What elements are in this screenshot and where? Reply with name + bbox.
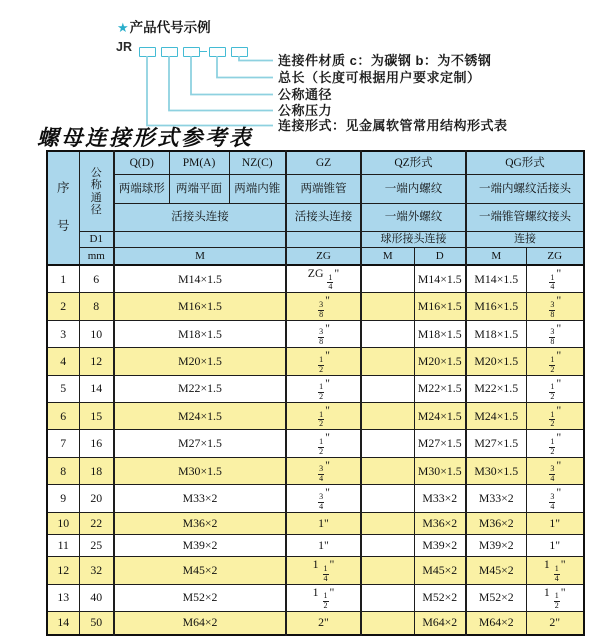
- cell-gz: 1": [286, 535, 361, 557]
- cell-gz: 2": [286, 612, 361, 635]
- header-dn-char: 公: [90, 166, 102, 179]
- header-empty-gz: [286, 232, 361, 248]
- cell-no: 10: [47, 512, 79, 534]
- cell-qg-zg: $\frac{1}{2}$ ": [526, 375, 584, 402]
- cell-qz-d: M14×1.5: [414, 265, 466, 293]
- table-row: [47, 265, 584, 293]
- cell-dn: 16: [79, 430, 114, 457]
- cell-dn: 8: [79, 293, 114, 320]
- cell-dn: 10: [79, 320, 114, 347]
- cell-m: M36×2: [114, 512, 286, 534]
- cell-qz-d: M30×1.5: [414, 457, 466, 484]
- code-label-material: 连接件材质 c：为碳钢 b：为不锈钢: [278, 53, 492, 68]
- cell-qg-m: M18×1.5: [466, 320, 526, 347]
- cell-qg-m: M24×1.5: [466, 403, 526, 430]
- cell-gz: $\frac{3}{8}$ ": [286, 320, 361, 347]
- header-col-q: Q(D): [114, 151, 169, 175]
- header-gz-connection: 活接头连接: [286, 204, 361, 232]
- cell-qz-d: M36×2: [414, 512, 466, 534]
- cell-qg-zg: 2": [526, 612, 584, 635]
- table-row: [47, 557, 584, 584]
- code-label-nominal-pressure: 公称压力: [278, 103, 333, 118]
- header-desc-nz: 两端内锥: [229, 175, 286, 204]
- table-row: [47, 535, 584, 557]
- header-col-pm: PM(A): [169, 151, 229, 175]
- cell-qg-m: M30×1.5: [466, 457, 526, 484]
- header-dn: [79, 151, 114, 232]
- fraction: $\frac{1}{2}$: [550, 354, 555, 374]
- header-m-union: M: [114, 248, 286, 266]
- table-row: [47, 612, 584, 635]
- header-col-qg: QG形式: [466, 151, 584, 175]
- header-dn-char: 通: [90, 191, 102, 204]
- cell-gz: $\frac{3}{8}$ ": [286, 293, 361, 320]
- fraction: $\frac{1}{2}$: [319, 409, 324, 429]
- cell-qz-d: M45×2: [414, 557, 466, 584]
- cell-qz-d: M27×1.5: [414, 430, 466, 457]
- cell-no: 7: [47, 430, 79, 457]
- cell-qg-m: M33×2: [466, 485, 526, 512]
- cell-dn: 12: [79, 348, 114, 375]
- fraction: $\frac{1}{4}$: [554, 563, 559, 583]
- fraction: $\frac{3}{8}$: [319, 299, 324, 319]
- cell-gz: $\frac{3}{4}$ ": [286, 457, 361, 484]
- table-row: [47, 375, 584, 402]
- cell-gz: $\frac{1}{2}$ ": [286, 348, 361, 375]
- cell-qg-zg: $\frac{1}{2}$ ": [526, 403, 584, 430]
- star-icon: ★: [117, 20, 129, 35]
- cell-gz: ZG $\frac{1}{4}$ ": [286, 265, 361, 293]
- cell-dn: 20: [79, 485, 114, 512]
- cell-qg-m: M52×2: [466, 584, 526, 611]
- cell-qz-d: M16×1.5: [414, 293, 466, 320]
- cell-qg-zg: $\frac{3}{8}$ ": [526, 320, 584, 347]
- cell-m: M27×1.5: [114, 430, 286, 457]
- cell-qg-zg: $\frac{3}{4}$ ": [526, 457, 584, 484]
- cell-qg-zg: 1 $\frac{1}{2}$ ": [526, 584, 584, 611]
- header-qz-connection: 球形接头连接: [361, 232, 466, 248]
- cell-qg-m: M27×1.5: [466, 430, 526, 457]
- cell-qg-zg: 1": [526, 535, 584, 557]
- cell-m: M24×1.5: [114, 403, 286, 430]
- cell-no: 9: [47, 485, 79, 512]
- cell-qz-d: M64×2: [414, 612, 466, 635]
- cell-qg-m: M22×1.5: [466, 375, 526, 402]
- table-row: [47, 403, 584, 430]
- cell-no: 14: [47, 612, 79, 635]
- cell-qg-m: M39×2: [466, 535, 526, 557]
- cell-no: 1: [47, 265, 79, 293]
- cell-qz-m: [361, 512, 414, 534]
- cell-gz: 1 $\frac{1}{4}$ ": [286, 557, 361, 584]
- header-desc-qg: 一端内螺纹活接头: [466, 175, 584, 204]
- cell-qg-zg: $\frac{3}{4}$ ": [526, 485, 584, 512]
- cell-dn: 6: [79, 265, 114, 293]
- cell-dn: 14: [79, 375, 114, 402]
- header-zg-gz: ZG: [286, 248, 361, 266]
- cell-qg-m: M20×1.5: [466, 348, 526, 375]
- cell-qz-d: M22×1.5: [414, 375, 466, 402]
- table-row: [47, 430, 584, 457]
- header-union-connection: 活接头连接: [114, 204, 286, 232]
- header-desc-qg2: 一端锥管螺纹接头: [466, 204, 584, 232]
- cell-qz-m: [361, 293, 414, 320]
- fraction: $\frac{1}{4}$: [550, 272, 555, 292]
- header-d-qz: D: [414, 248, 466, 266]
- cell-m: M22×1.5: [114, 375, 286, 402]
- table-row: [47, 320, 584, 347]
- cell-qg-zg: $\frac{1}{2}$ ": [526, 430, 584, 457]
- fraction: $\frac{3}{8}$: [550, 299, 555, 319]
- cell-qz-m: [361, 612, 414, 635]
- header-m-qz: M: [361, 248, 414, 266]
- cell-gz: $\frac{3}{4}$ ": [286, 485, 361, 512]
- cell-qz-m: [361, 265, 414, 293]
- cell-dn: 32: [79, 557, 114, 584]
- cell-no: 12: [47, 557, 79, 584]
- header-seq: [47, 151, 79, 265]
- cell-m: M39×2: [114, 535, 286, 557]
- cell-gz: 1": [286, 512, 361, 534]
- product-code-prefix: JR: [116, 40, 132, 54]
- header-desc-q: 两端球形: [114, 175, 169, 204]
- table-row: [47, 584, 584, 611]
- cell-no: 13: [47, 584, 79, 611]
- fraction: $\frac{1}{4}$: [328, 272, 333, 292]
- cell-no: 2: [47, 293, 79, 320]
- table-row: [47, 293, 584, 320]
- fraction: $\frac{3}{4}$: [550, 491, 555, 511]
- fraction: $\frac{3}{8}$: [550, 327, 555, 347]
- header-empty-union: [114, 232, 286, 248]
- cell-dn: 25: [79, 535, 114, 557]
- header-desc-qz2: 一端外螺纹: [361, 204, 466, 232]
- cell-qz-d: M33×2: [414, 485, 466, 512]
- fraction: $\frac{1}{2}$: [319, 354, 324, 374]
- cell-qg-m: M45×2: [466, 557, 526, 584]
- header-zg-qg: ZG: [526, 248, 584, 266]
- cell-qz-m: [361, 584, 414, 611]
- header-m-qg: M: [466, 248, 526, 266]
- fraction: $\frac{3}{8}$: [319, 327, 324, 347]
- fraction: $\frac{1}{2}$: [319, 436, 324, 456]
- cell-gz: $\frac{1}{2}$ ": [286, 430, 361, 457]
- cell-qg-zg: $\frac{1}{4}$ ": [526, 265, 584, 293]
- cell-dn: 15: [79, 403, 114, 430]
- cell-qg-m: M64×2: [466, 612, 526, 635]
- cell-qz-m: [361, 348, 414, 375]
- cell-no: 6: [47, 403, 79, 430]
- cell-qz-m: [361, 403, 414, 430]
- cell-gz: $\frac{1}{2}$ ": [286, 403, 361, 430]
- cell-no: 5: [47, 375, 79, 402]
- table-row: [47, 512, 584, 534]
- cell-qz-m: [361, 485, 414, 512]
- fraction: $\frac{3}{4}$: [550, 464, 555, 484]
- cell-qz-d: M20×1.5: [414, 348, 466, 375]
- fraction: $\frac{1}{2}$: [554, 591, 559, 611]
- cell-qz-d: M52×2: [414, 584, 466, 611]
- code-label-connection-type: 连接形式：见金属软管常用结构形式表: [278, 118, 508, 133]
- header-seq-char: 序: [56, 181, 70, 196]
- cell-m: M18×1.5: [114, 320, 286, 347]
- fraction: $\frac{3}{4}$: [319, 491, 324, 511]
- code-label-nominal-diameter: 公称通径: [278, 87, 333, 102]
- cell-no: 4: [47, 348, 79, 375]
- fraction: $\frac{1}{2}$: [550, 436, 555, 456]
- cell-dn: 22: [79, 512, 114, 534]
- cell-qz-m: [361, 557, 414, 584]
- cell-qg-m: M16×1.5: [466, 293, 526, 320]
- cell-m: M14×1.5: [114, 265, 286, 293]
- cell-m: M16×1.5: [114, 293, 286, 320]
- cell-m: M64×2: [114, 612, 286, 635]
- table-header: [47, 151, 584, 265]
- table-row: [47, 348, 584, 375]
- cell-qg-zg: 1": [526, 512, 584, 534]
- header-col-qz: QZ形式: [361, 151, 466, 175]
- cell-gz: 1 $\frac{1}{2}$ ": [286, 584, 361, 611]
- cell-gz: $\frac{1}{2}$ ": [286, 375, 361, 402]
- header-mm: mm: [79, 248, 114, 266]
- table-body: [47, 265, 584, 635]
- header-col-nz: NZ(C): [229, 151, 286, 175]
- header-d1: D1: [79, 232, 114, 248]
- cell-no: 3: [47, 320, 79, 347]
- table-row: [47, 485, 584, 512]
- cell-qz-m: [361, 535, 414, 557]
- cell-qz-m: [361, 457, 414, 484]
- cell-qz-m: [361, 375, 414, 402]
- cell-qg-zg: $\frac{1}{2}$ ": [526, 348, 584, 375]
- cell-m: M30×1.5: [114, 457, 286, 484]
- cell-dn: 50: [79, 612, 114, 635]
- fraction: $\frac{1}{4}$: [323, 563, 328, 583]
- cell-qg-zg: $\frac{3}{8}$ ": [526, 293, 584, 320]
- cell-qz-d: M39×2: [414, 535, 466, 557]
- cell-dn: 18: [79, 457, 114, 484]
- fraction: $\frac{1}{2}$: [550, 409, 555, 429]
- cell-qz-m: [361, 320, 414, 347]
- fraction: $\frac{1}{2}$: [323, 591, 328, 611]
- table-row: [47, 457, 584, 484]
- cell-qz-d: M24×1.5: [414, 403, 466, 430]
- table-title: 螺母连接形式参考表: [37, 126, 254, 150]
- header-desc-pm: 两端平面: [169, 175, 229, 204]
- cell-qz-m: [361, 430, 414, 457]
- cell-qg-zg: 1 $\frac{1}{4}$ ": [526, 557, 584, 584]
- product-code-heading-text: 产品代号示例: [129, 20, 211, 35]
- cell-no: 11: [47, 535, 79, 557]
- nut-connection-table: [46, 150, 585, 636]
- header-dn-char: 径: [90, 204, 102, 216]
- cell-m: M20×1.5: [114, 348, 286, 375]
- cell-no: 8: [47, 457, 79, 484]
- cell-qz-d: M18×1.5: [414, 320, 466, 347]
- header-dn-char: 称: [90, 179, 102, 191]
- fraction: $\frac{1}{2}$: [550, 382, 555, 402]
- cell-qg-m: M14×1.5: [466, 265, 526, 293]
- header-col-gz: GZ: [286, 151, 361, 175]
- header-desc-gz: 两端锥管: [286, 175, 361, 204]
- cell-m: M45×2: [114, 557, 286, 584]
- cell-m: M52×2: [114, 584, 286, 611]
- fraction: $\frac{1}{2}$: [319, 382, 324, 402]
- cell-qg-m: M36×2: [466, 512, 526, 534]
- cell-m: M33×2: [114, 485, 286, 512]
- header-seq-char: 号: [56, 219, 70, 233]
- header-desc-qz: 一端内螺纹: [361, 175, 466, 204]
- code-label-total-length: 总长（长度可根据用户要求定制）: [278, 70, 481, 85]
- fraction: $\frac{3}{4}$: [319, 464, 324, 484]
- header-qg-connection: 连接: [466, 232, 584, 248]
- cell-dn: 40: [79, 584, 114, 611]
